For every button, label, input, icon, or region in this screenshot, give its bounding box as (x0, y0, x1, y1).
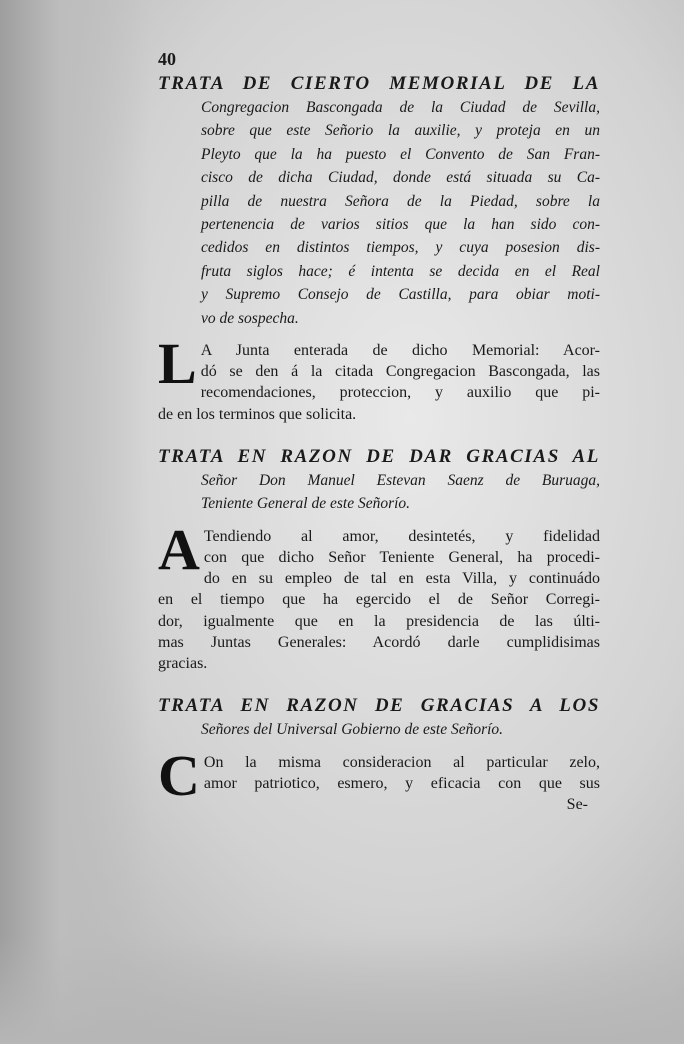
section-subtitle (201, 469, 600, 516)
subtitle-line: y Supremo Consejo de Castilla, para obiar moti- (201, 286, 600, 304)
subtitle-line: cisco de dicha Ciudad, donde está situada su Ca- (201, 169, 600, 187)
section-body (158, 516, 600, 674)
catchword: Se- (566, 795, 588, 813)
subtitle-line: pertenencia de varios sitios que la han sido con- (201, 216, 600, 234)
page-number: 40 (158, 49, 176, 69)
section-subtitle (201, 718, 600, 741)
subtitle-line: sobre que este Señorio la auxilie, y proteja en un (201, 122, 600, 140)
subtitle-line: cedidos en distintos tiempos, y cuya posesion dis- (201, 239, 600, 257)
body-line: dor, igualmente que en la presidencia de las últi- (158, 612, 600, 630)
section-title: TRATA DE CIERTO MEMORIAL DE LA (158, 73, 600, 94)
subtitle-line: vo de sospecha. (201, 309, 299, 327)
section-gracias-teniente (158, 445, 600, 674)
body-line: amor patriotico, esmero, y eficacia con que sus (203, 774, 600, 792)
page-content (158, 48, 600, 816)
section-subtitle (201, 96, 600, 330)
body-line: mas Juntas Generales: Acordó darle cumplidisimas (158, 633, 600, 651)
body-line: Tendiendo al amor, desintetés, y fidelidad (203, 527, 600, 545)
subtitle-line: Teniente General de este Señorío. (201, 495, 411, 513)
body-line: do en su empleo de tal en esta Villa, y continuádo (203, 570, 600, 588)
body-line: recomendaciones, proteccion, y auxilio que pi- (200, 384, 600, 402)
section-body (158, 331, 600, 425)
body-line: con que dicho Señor Teniente General, ha procedi- (203, 548, 600, 566)
subtitle-line: pilla de nuestra Señora de la Piedad, sobre la (201, 192, 600, 210)
drop-cap: L (158, 331, 197, 397)
drop-cap: A (158, 516, 200, 582)
body-line: en el tiempo que ha egercido el de Señor Corregi- (158, 591, 600, 609)
subtitle-line: Pleyto que la ha puesto el Convento de San Fran- (201, 145, 600, 163)
page-shadow-bottom (0, 934, 684, 1044)
section-title: TRATA EN RAZON DE DAR GRACIAS AL (158, 445, 600, 467)
body-line: gracias. (158, 654, 208, 672)
section-gracias-gobierno (158, 694, 600, 816)
body-line: On la misma consideracion al particular zelo, (203, 753, 600, 771)
subtitle-line: Señor Don Manuel Estevan Saenz de Buruaga, (201, 471, 600, 489)
body-line: de en los terminos que solicita. (158, 405, 357, 423)
body-line: A Junta enterada de dicho Memorial: Acor- (200, 342, 600, 360)
section-title: TRATA EN RAZON DE GRACIAS A LOS (158, 695, 600, 717)
drop-cap: C (158, 742, 200, 808)
subtitle-line: Señores del Universal Gobierno de este Señorío. (201, 721, 504, 739)
body-line: dó se den á la citada Congregacion Bascongada, las (200, 363, 600, 381)
subtitle-line: Congregacion Bascongada de la Ciudad de Sevilla, (201, 99, 600, 116)
page-shadow-left (0, 0, 150, 1044)
section-memorial (158, 72, 600, 425)
subtitle-line: fruta siglos hace; é intenta se decida en el Real (201, 262, 600, 280)
